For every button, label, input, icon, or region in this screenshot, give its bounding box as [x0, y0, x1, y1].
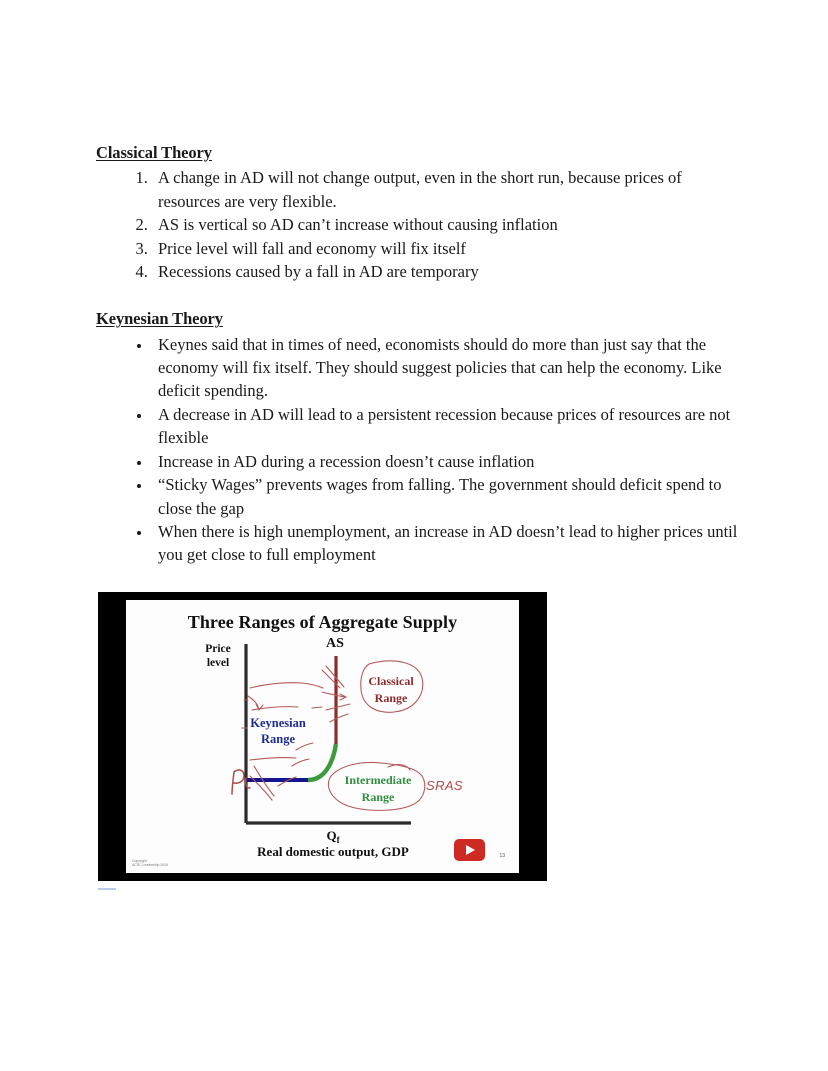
x-axis-tick-qf: $Q_f$: [326, 828, 340, 845]
copyright-line-1: Copyright: [132, 858, 147, 863]
list-item: 3. Price level will fall and economy will fix itself: [152, 237, 744, 260]
list-item: • “Sticky Wages” prevents wages from falling. The government should deficit spend to close the gap: [152, 473, 744, 520]
list-item: • Increase in AD during a recession doesn’t cause inflation: [152, 450, 744, 473]
section-heading-classical-theory: Classical Theory: [96, 143, 212, 162]
section-spacer: [96, 283, 744, 308]
list-item: • Keynes said that in times of need, economists should do more than just say that the economy will fix itself. They should suggest policies that can help the economy. Like deficit spending.: [152, 333, 744, 403]
classical-range-label-line1: Classical: [368, 674, 414, 688]
play-icon: [466, 845, 475, 855]
list-item: • When there is high unemployment, an increase in AD doesn’t lead to higher prices until you get close to full employment: [152, 520, 744, 567]
as-curve-label: AS: [326, 636, 344, 651]
selection-marker: [98, 888, 116, 890]
embedded-video-thumbnail[interactable]: [98, 592, 547, 881]
handwritten-sras-label: SRAS: [426, 778, 464, 793]
list-item: 4. Recessions caused by a fall in AD are temporary: [152, 260, 744, 283]
classical-range-label-line2: Range: [374, 691, 408, 705]
youtube-play-button[interactable]: [454, 839, 485, 861]
classical-theory-list: [96, 166, 744, 283]
y-axis-label-line1: Price: [205, 643, 231, 655]
list-item: 2. AS is vertical so AD can’t increase without causing inflation: [152, 213, 744, 236]
section-heading-keynesian-theory: Keynesian Theory: [96, 309, 223, 329]
copyright-notice: [132, 859, 168, 868]
slide-number: 13: [499, 853, 505, 859]
intermediate-range-label-line2: Range: [361, 790, 395, 804]
copyright-line-2: ACDC Leadership 2015: [132, 862, 168, 867]
document-body: [96, 142, 744, 567]
slide-canvas: [126, 600, 519, 873]
intermediate-range-label-line1: Intermediate: [344, 773, 412, 787]
chart-title: Three Ranges of Aggregate Supply: [187, 612, 458, 632]
list-item: • A decrease in AD will lead to a persistent recession because prices of resources are not flexible: [152, 403, 744, 450]
aggregate-supply-chart: [126, 600, 519, 873]
list-item: 1. A change in AD will not change output, even in the short run, because prices of resources are very flexible.: [152, 166, 744, 213]
keynesian-range-label-line2: Range: [260, 732, 296, 746]
keynesian-theory-list: [96, 333, 744, 567]
y-axis-label-line2: level: [206, 657, 230, 669]
x-axis-label: Real domestic output, GDP: [257, 844, 409, 859]
keynesian-range-label-line1: Keynesian: [250, 716, 306, 730]
